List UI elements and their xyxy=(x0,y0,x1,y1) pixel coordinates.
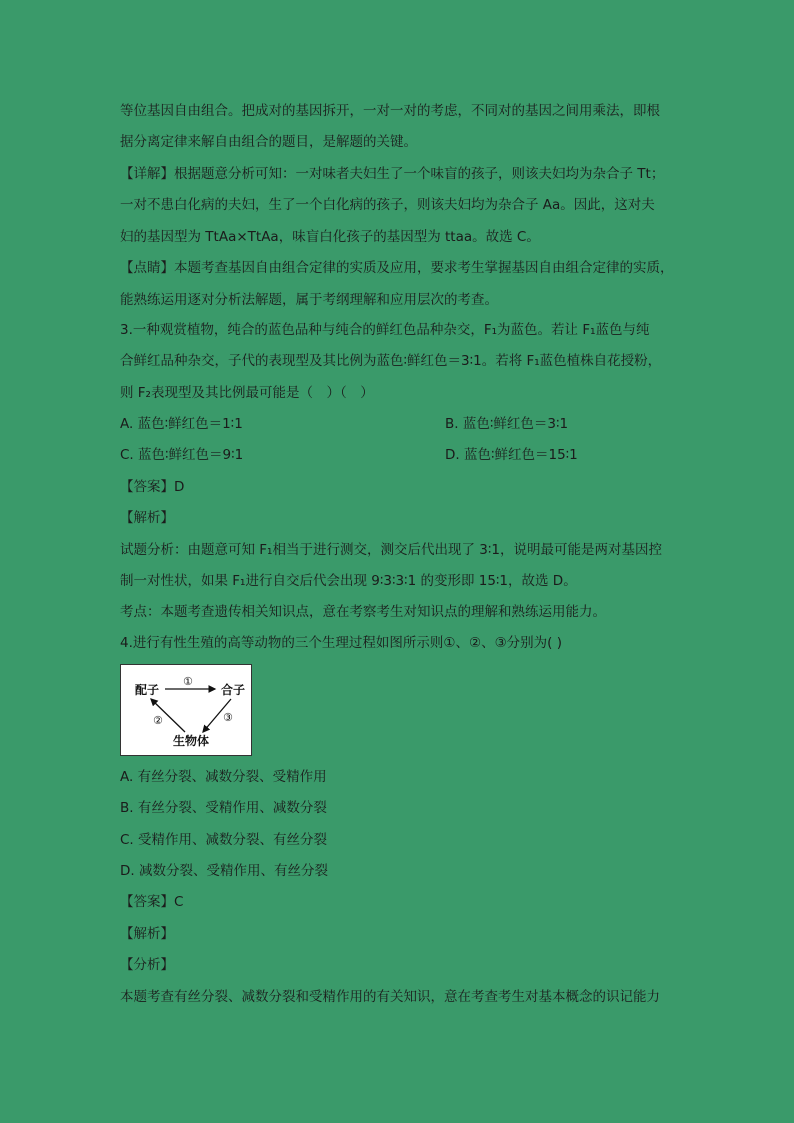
life-cycle-diagram xyxy=(120,664,252,756)
node-zygote: 合子 xyxy=(221,683,246,697)
q3-answer: 【答案】D xyxy=(120,479,185,495)
q4-option-b: B. 有丝分裂、受精作用、减数分裂 xyxy=(120,800,327,816)
q4-fenxi-title: 【分析】 xyxy=(120,957,174,973)
question-4-stem: 4.进行有性生殖的高等动物的三个生理过程如图所示则①、②、③分别为( ) xyxy=(120,635,563,651)
q3-analysis-line: 试题分析：由题意可知 F₁相当于进行测交，测交后代出现了 3∶1，说明最可能是两对基因控 xyxy=(120,542,662,558)
question-3-stem: 则 F₂表现型及其比例最可能是（ ）（ ） xyxy=(120,385,374,401)
q3-option-c: C. 蓝色∶鲜红色＝9∶1 xyxy=(120,447,244,463)
q3-analysis-title: 【解析】 xyxy=(120,510,174,526)
arrow-2-label: ② xyxy=(153,714,163,727)
arrow-1-label: ① xyxy=(183,675,193,688)
text-line: 能熟练运用逐对分析法解题，属于考纲理解和应用层次的考查。 xyxy=(120,292,498,308)
q3-option-d: D. 蓝色∶鲜红色＝15∶1 xyxy=(445,447,578,463)
text-line: 等位基因自由组合。把成对的基因拆开，一对一对的考虑，不同对的基因之间用乘法，即根 xyxy=(120,103,660,119)
text-line: 据分离定律来解自由组合的题目，是解题的关键。 xyxy=(120,134,417,150)
q3-option-b: B. 蓝色∶鲜红色＝3∶1 xyxy=(445,416,569,432)
q4-option-c: C. 受精作用、减数分裂、有丝分裂 xyxy=(120,832,328,848)
text-line: 【点睛】本题考查基因自由组合定律的实质及应用，要求考生掌握基因自由组合定律的实质， xyxy=(120,260,674,276)
text-line: 一对不患白化病的夫妇，生了一个白化病的孩子，则该夫妇均为杂合子 Aa。因此，这对夫 xyxy=(120,197,655,213)
question-3-stem: 合鲜红品种杂交，子代的表现型及其比例为蓝色∶鲜红色＝3∶1。若将 F₁蓝色植株自花授粉， xyxy=(120,353,662,369)
q4-option-a: A. 有丝分裂、减数分裂、受精作用 xyxy=(120,769,327,785)
q4-answer: 【答案】C xyxy=(120,894,184,910)
text-line: 妇的基因型为 TtAa×TtAa，味盲白化孩子的基因型为 ttaa。故选 C。 xyxy=(120,229,540,245)
arrow-3-label: ③ xyxy=(223,711,233,724)
q3-option-a: A. 蓝色∶鲜红色＝1∶1 xyxy=(120,416,243,432)
text-line: 【详解】根据题意分析可知：一对味者夫妇生了一个味盲的孩子，则该夫妇均为杂合子 Tt； xyxy=(120,166,665,182)
q3-analysis-line: 制一对性状，如果 F₁进行自交后代会出现 9∶3∶3∶1 的变形即 15∶1，故选 D。 xyxy=(120,573,577,589)
node-organism: 生物体 xyxy=(173,734,210,748)
q3-analysis-line: 考点：本题考查遗传相关知识点，意在考察考生对知识点的理解和熟练运用能力。 xyxy=(120,604,606,620)
node-gamete: 配子 xyxy=(135,683,160,697)
q4-option-d: D. 减数分裂、受精作用、有丝分裂 xyxy=(120,863,328,879)
q4-analysis-title: 【解析】 xyxy=(120,926,174,942)
q4-fenxi-line: 本题考查有丝分裂、减数分裂和受精作用的有关知识，意在考查考生对基本概念的识记能力 xyxy=(120,989,660,1005)
question-3-stem: 3.一种观赏植物，纯合的蓝色品种与纯合的鲜红色品种杂交，F₁为蓝色。若让 F₁蓝色与纯 xyxy=(120,322,650,338)
